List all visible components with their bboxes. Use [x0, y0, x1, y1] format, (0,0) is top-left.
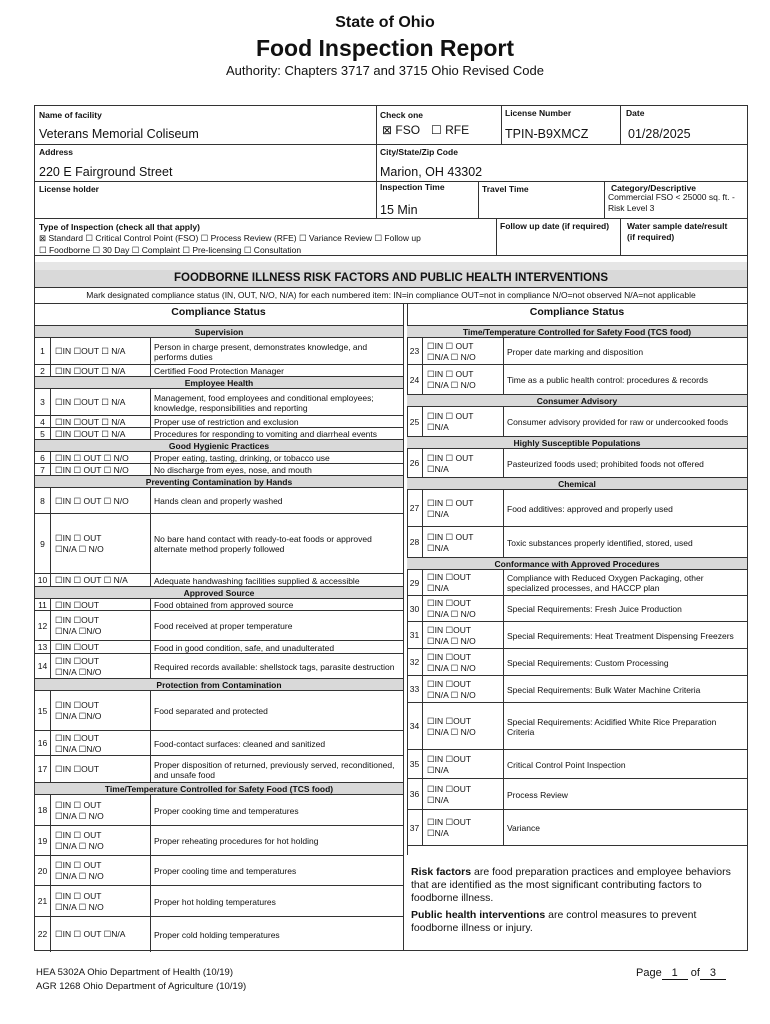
item-number: 12 [35, 611, 51, 641]
public-health-note: Public health interventions are control measures to prevent foodborne illness or injury. [411, 909, 697, 934]
compliance-item-row [407, 526, 747, 557]
status-checkboxes[interactable]: ☐N/A ☐ N/O [427, 609, 476, 619]
status-checkboxes[interactable]: ☐N/A ☐N/O [55, 626, 102, 636]
item-number: 11 [35, 599, 51, 611]
compliance-item-row [35, 364, 403, 376]
compliance-item-row [35, 388, 403, 415]
item-number: 36 [407, 779, 423, 810]
item-number: 28 [407, 527, 423, 558]
item-description: Special Requirements: Custom Processing [507, 657, 669, 668]
status-checkboxes[interactable]: ☐N/A ☐ N/O [427, 662, 476, 673]
status-checkboxes[interactable]: ☐N/A ☐N/O [55, 711, 102, 721]
category-band: Protection from Contamination [35, 678, 403, 690]
item-number: 21 [35, 886, 51, 917]
item-number: 24 [407, 365, 423, 395]
status-checkboxes[interactable]: ☐IN ☐OUT [427, 715, 472, 726]
category-band: Time/Temperature Controlled for Safety Food (TCS food) [407, 325, 747, 337]
status-checkboxes[interactable]: ☐N/A [427, 794, 449, 805]
item-number: 29 [407, 570, 423, 596]
status-checkboxes[interactable]: ☐N/A [427, 463, 449, 474]
item-description: Toxic substances properly identified, stored, used [507, 537, 693, 548]
inspection-time-field[interactable]: 15 Min [380, 203, 418, 217]
item-number: 27 [407, 490, 423, 527]
status-checkboxes[interactable]: ☐IN ☐OUT [55, 615, 100, 625]
category-band: Supervision [35, 325, 403, 337]
item-description: Proper reheating procedures for hot holding [154, 836, 319, 846]
item-description: Hands clean and properly washed [154, 496, 283, 506]
status-checkboxes[interactable]: ☐IN ☐OUT [55, 700, 100, 710]
item-description: Adequate handwashing facilities supplied & accessible [154, 575, 360, 586]
compliance-item-row [407, 702, 747, 749]
compliance-item-row [35, 730, 403, 755]
status-checkboxes[interactable]: ☐N/A [427, 508, 449, 519]
item-number: 20 [35, 856, 51, 886]
item-description: Proper cold holding temperatures [154, 929, 280, 940]
compliance-item-row [407, 648, 747, 675]
compliance-item-row [407, 448, 747, 477]
status-checkboxes[interactable]: ☐IN ☐ OUT [55, 533, 102, 543]
compliance-item-row [35, 755, 403, 782]
item-description: Proper cooking time and temperatures [154, 805, 299, 816]
status-checkboxes[interactable]: ☐IN ☐ OUT [55, 860, 102, 870]
item-description: Person in charge present, demonstrates knowledge, and performs duties [154, 341, 368, 362]
status-checkboxes[interactable]: ☐IN ☐OUT [55, 599, 100, 610]
category-band: Time/Temperature Controlled for Safety Food (TCS food) [35, 782, 403, 794]
status-checkboxes[interactable]: ☐N/A [427, 422, 449, 432]
item-number: 19 [35, 826, 51, 856]
water-sample-label-1: Water sample date/result [627, 221, 728, 231]
status-checkboxes[interactable]: ☐IN ☐OUT [427, 678, 472, 689]
inspection-type-options-2[interactable]: ☐ Foodborne ☐ 30 Day ☐ Complaint ☐ Pre-licensing ☐ Consultation [39, 245, 302, 255]
item-description: Compliance with Reduced Oxygen Packaging, other specialized processes, and HACCP plan [507, 573, 704, 593]
status-checkboxes[interactable]: ☐IN ☐OUT [427, 753, 472, 764]
item-number: 34 [407, 703, 423, 750]
authority-line: Authority: Chapters 3717 and 3715 Ohio Revised Code [226, 63, 544, 78]
license-number-field[interactable]: TPIN-B9XMCZ [505, 127, 589, 141]
status-checkboxes[interactable]: ☐IN ☐ OUT [427, 411, 474, 421]
item-number: 35 [407, 750, 423, 779]
item-description: Process Review [507, 789, 568, 800]
facility-name-field[interactable]: Veterans Memorial Coliseum [39, 127, 199, 141]
status-checkboxes[interactable]: ☐IN ☐ OUT [55, 799, 102, 810]
category-band: Conformance with Approved Procedures [407, 557, 747, 569]
compliance-item-row [35, 451, 403, 463]
item-description: Required records available: shellstock tags, parasite destruction [154, 661, 395, 672]
footer-form-code-1: HEA 5302A Ohio Department of Health (10/19) [36, 967, 233, 978]
status-checkboxes[interactable]: ☐IN ☐OUT [55, 655, 100, 666]
item-description: Management, food employees and conditional employees; knowledge, responsibilities and reporting [154, 392, 374, 413]
item-number: 5 [35, 428, 51, 440]
compliance-item-row [35, 690, 403, 730]
compliance-legend: Mark designated compliance status (IN, OUT, N/O, N/A) for each numbered item: IN=in compliance OUT=not in compliance N/O=not observed N/A=not applicable [86, 290, 696, 300]
compliance-item-row [35, 885, 403, 916]
category-band: Preventing Contamination by Hands [35, 475, 403, 487]
address-field[interactable]: 220 E Fairground Street [39, 165, 173, 179]
item-number: 15 [35, 691, 51, 731]
item-number: 14 [35, 654, 51, 679]
item-number: 17 [35, 756, 51, 783]
category-band: Consumer Advisory [407, 394, 747, 406]
item-description: Proper date marking and disposition [507, 346, 644, 357]
compliance-item-row [35, 855, 403, 885]
city-field[interactable]: Marion, OH 43302 [380, 165, 483, 179]
inspection-form [34, 105, 748, 951]
item-description: Food-contact surfaces: cleaned and sanitized [154, 738, 326, 749]
item-number: 16 [35, 731, 51, 756]
status-checkboxes[interactable]: ☐IN ☐OUT [427, 651, 472, 662]
compliance-item-row [407, 595, 747, 621]
item-number: 1 [35, 338, 51, 365]
item-description: Pasteurized foods used; prohibited foods not offered [507, 458, 704, 469]
item-number: 26 [407, 449, 423, 478]
compliance-item-row [35, 598, 403, 610]
footer-form-code-2: AGR 1268 Ohio Department of Agriculture (10/19) [36, 981, 247, 992]
compliance-item-row [35, 653, 403, 678]
item-description: Special Requirements: Heat Treatment Dispensing Freezers [507, 630, 734, 641]
follow-up-date-label: Follow up date (if required) [500, 221, 610, 231]
state-heading: State of Ohio [335, 14, 435, 31]
category-band: Approved Source [35, 586, 403, 598]
status-checkboxes[interactable]: ☐N/A ☐ N/O [427, 351, 476, 362]
item-number: 30 [407, 596, 423, 622]
status-checkboxes[interactable]: ☐N/A ☐N/O [55, 743, 102, 754]
page-title: Food Inspection Report [255, 35, 515, 61]
status-checkboxes[interactable]: ☐IN ☐OUT ☐ N/A [55, 397, 126, 407]
category-line-1: Commercial FSO < 25000 sq. ft. - [608, 192, 735, 202]
item-description: Variance [507, 823, 540, 833]
item-number: 37 [407, 810, 423, 846]
status-checkboxes[interactable]: ☐IN ☐ OUT [427, 531, 474, 542]
rfe-checkbox[interactable]: ☐ RFE [431, 123, 470, 137]
status-checkboxes[interactable]: ☐IN ☐ OUT [55, 890, 102, 901]
status-checkboxes[interactable]: ☐IN ☐ OUT ☐ N/A [55, 575, 128, 585]
status-checkboxes[interactable]: ☐IN ☐OUT [427, 598, 472, 608]
status-checkboxes[interactable]: ☐IN ☐OUT [427, 783, 472, 794]
check-one-label: Check one [380, 110, 423, 120]
status-checkboxes[interactable]: ☐N/A ☐ N/O [55, 544, 104, 554]
status-checkboxes[interactable]: ☐N/A ☐ N/O [427, 635, 476, 646]
status-checkboxes[interactable]: ☐IN ☐ OUT [427, 497, 474, 508]
item-number: 18 [35, 795, 51, 826]
date-field[interactable]: 01/28/2025 [628, 127, 691, 141]
water-sample-label-2: (if required) [627, 232, 675, 242]
status-checkboxes[interactable]: ☐IN ☐OUT [427, 624, 472, 635]
compliance-item-row [35, 825, 403, 855]
status-checkboxes[interactable]: ☐IN ☐ OUT [55, 830, 102, 840]
category-label: Category/Descriptive [611, 183, 697, 193]
status-checkboxes[interactable]: ☐N/A ☐ N/O [55, 810, 104, 821]
risk-factors-note: Risk factors are food preparation practices and employee behaviors that are identified as the most significant contributing factors to foodborne illness. [411, 866, 731, 904]
compliance-item-row [35, 415, 403, 427]
item-number: 31 [407, 622, 423, 649]
compliance-item-row [407, 489, 747, 526]
compliance-item-row [35, 487, 403, 513]
compliance-item-row [35, 640, 403, 653]
compliance-item-row [35, 337, 403, 364]
status-checkboxes[interactable]: ☐IN ☐ OUT ☐ N/O [55, 452, 129, 463]
status-checkboxes[interactable]: ☐N/A ☐ N/O [55, 901, 104, 912]
item-number: 7 [35, 464, 51, 476]
category-band: Good Hygienic Practices [35, 439, 403, 451]
item-number: 6 [35, 452, 51, 464]
compliance-item-row [35, 463, 403, 475]
item-number: 33 [407, 676, 423, 703]
status-checkboxes[interactable]: ☐N/A ☐ N/O [427, 726, 476, 737]
license-number-label: License Number [505, 108, 572, 118]
category-line-2: Risk Level 3 [608, 203, 655, 213]
compliance-item-row [407, 749, 747, 778]
status-checkboxes[interactable]: ☐N/A [427, 542, 449, 553]
status-checkboxes[interactable]: ☐IN ☐OUT ☐ N/A [55, 346, 126, 356]
compliance-item-row [35, 573, 403, 586]
status-checkboxes[interactable]: ☐IN ☐OUT ☐ N/A [55, 416, 126, 427]
item-description: Special Requirements: Bulk Water Machine Criteria [507, 684, 701, 695]
item-description: Food separated and protected [154, 706, 268, 716]
category-band: Employee Health [35, 376, 403, 388]
status-checkboxes[interactable]: ☐IN ☐ OUT ☐N/A [55, 929, 126, 939]
item-description: Proper eating, tasting, drinking, or tobacco use [154, 453, 330, 463]
item-description: No discharge from eyes, nose, and mouth [154, 465, 312, 475]
compliance-item-row [407, 406, 747, 436]
item-description: Proper hot holding temperatures [154, 896, 276, 907]
compliance-item-row [407, 675, 747, 702]
item-number: 9 [35, 514, 51, 574]
item-description: Critical Control Point Inspection [507, 759, 626, 770]
date-label: Date [626, 108, 645, 118]
status-checkboxes[interactable]: ☐IN ☐ OUT ☐ N/O [55, 464, 129, 475]
compliance-item-row [407, 778, 747, 809]
compliance-item-row [35, 916, 403, 951]
section-title: FOODBORNE ILLNESS RISK FACTORS AND PUBLIC HEALTH INTERVENTIONS [35, 270, 747, 287]
status-checkboxes[interactable]: ☐IN ☐ OUT [427, 340, 474, 351]
item-description: Special Requirements: Fresh Juice Production [507, 604, 682, 614]
fso-checkbox[interactable]: ⊠ FSO [382, 123, 421, 137]
status-checkboxes[interactable]: ☐N/A [427, 764, 449, 775]
item-number: 4 [35, 416, 51, 428]
status-checkboxes[interactable]: ☐IN ☐OUT [55, 764, 100, 774]
item-number: 13 [35, 641, 51, 654]
status-checkboxes[interactable]: ☐N/A ☐ N/O [427, 380, 476, 390]
status-checkboxes[interactable]: ☐IN ☐OUT ☐ N/A [55, 428, 126, 439]
item-number: 10 [35, 574, 51, 587]
compliance-item-row [35, 610, 403, 640]
inspection-type-label: Type of Inspection (check all that apply) [39, 222, 200, 232]
page-total: 3 [700, 967, 726, 980]
status-checkboxes[interactable]: ☐N/A [427, 828, 449, 838]
item-number: 25 [407, 407, 423, 437]
compliance-item-row [407, 337, 747, 364]
compliance-item-row [35, 513, 403, 573]
compliance-item-row [407, 364, 747, 394]
compliance-item-row [35, 794, 403, 825]
category-band: Highly Susceptible Populations [407, 436, 747, 448]
status-checkboxes[interactable]: ☐IN ☐ OUT ☐ N/O [55, 495, 129, 506]
status-checkboxes[interactable]: ☐IN ☐ OUT [427, 369, 474, 379]
page-indicator: Page 1 of 3 [636, 967, 726, 980]
item-description: Food additives: approved and properly used [507, 503, 673, 514]
status-checkboxes[interactable]: ☐IN ☐OUT [427, 817, 472, 827]
status-checkboxes[interactable]: ☐IN ☐OUT ☐ N/A [55, 365, 126, 376]
compliance-item-row [35, 427, 403, 439]
page-number: 1 [662, 967, 688, 980]
item-description: Food obtained from approved source [154, 600, 294, 610]
item-number: 23 [407, 338, 423, 365]
item-number: 3 [35, 389, 51, 416]
status-checkboxes[interactable]: ☐N/A ☐N/O [55, 666, 102, 677]
item-description: Time as a public health control: procedures & records [507, 375, 708, 385]
item-description: No bare hand contact with ready-to-eat foods or approved alternate method properly followed [154, 534, 372, 554]
compliance-item-row [407, 621, 747, 648]
status-checkboxes[interactable]: ☐N/A [427, 583, 449, 593]
status-checkboxes[interactable]: ☐IN ☐OUT [55, 642, 100, 652]
status-checkboxes[interactable]: ☐IN ☐OUT [55, 732, 100, 743]
inspection-time-label: Inspection Time [380, 182, 445, 192]
compliance-item-row [407, 809, 747, 845]
item-description: Proper use of restriction and exclusion [154, 417, 299, 427]
item-description: Certified Food Protection Manager [154, 366, 284, 376]
address-label: Address [39, 147, 74, 157]
item-number: 2 [35, 365, 51, 377]
item-description: Food received at proper temperature [154, 621, 293, 631]
item-description: Procedures for responding to vomiting and diarrheal events [154, 429, 378, 439]
travel-time-label: Travel Time [482, 184, 529, 194]
status-checkboxes[interactable]: ☐N/A ☐ N/O [55, 871, 104, 881]
item-number: 22 [35, 917, 51, 952]
item-number: 32 [407, 649, 423, 676]
compliance-status-left: Compliance Status [171, 306, 266, 318]
city-label: City/State/Zip Code [380, 147, 458, 157]
item-description: Proper cooling time and temperatures [154, 866, 297, 876]
compliance-status-right: Compliance Status [529, 306, 625, 318]
item-description: Food in good condition, safe, and unadulterated [154, 642, 335, 653]
item-description: Consumer advisory provided for raw or undercooked foods [507, 417, 729, 427]
status-checkboxes[interactable]: ☐IN ☐ OUT [427, 452, 474, 463]
status-checkboxes[interactable]: ☐IN ☐OUT [427, 572, 472, 582]
facility-name-label: Name of facility [39, 110, 102, 120]
status-checkboxes[interactable]: ☐N/A ☐ N/O [55, 841, 104, 851]
inspection-type-options-1[interactable]: ⊠ Standard ☐ Critical Control Point (FSO) ☐ Process Review (RFE) ☐ Variance Review ☐ Follow up [39, 233, 421, 243]
item-description: Special Requirements: Acidified White Rice Preparation Criteria [507, 716, 717, 737]
item-description: Proper disposition of returned, previously served, reconditioned, and unsafe food [154, 759, 395, 780]
status-checkboxes[interactable]: ☐N/A ☐ N/O [427, 689, 476, 700]
item-number: 8 [35, 488, 51, 514]
compliance-item-row [407, 569, 747, 595]
license-holder-label: License holder [39, 184, 99, 194]
category-band: Chemical [407, 477, 747, 489]
